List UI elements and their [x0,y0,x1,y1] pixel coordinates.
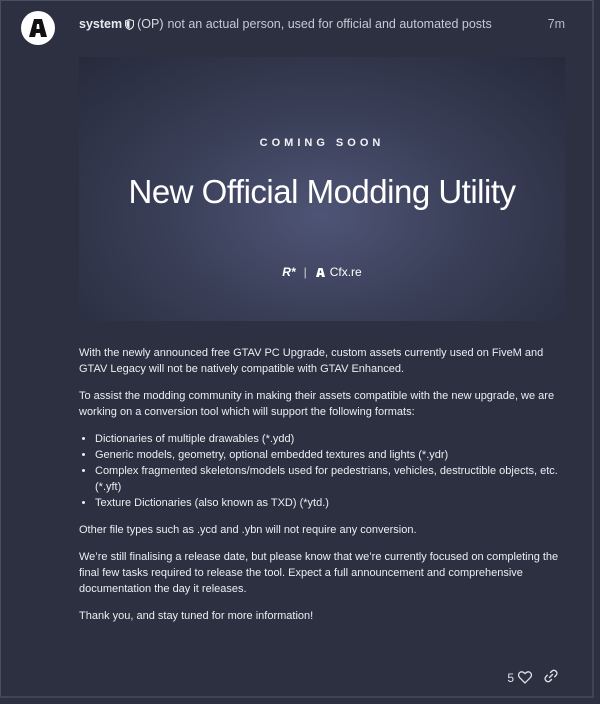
paragraph-tool: To assist the modding community in making their assets compatible with the new upgrade, we are working on a conversion tool which will support the following formats: [79,390,555,418]
banner-kicker: COMING SOON [259,137,385,149]
shield-icon [125,19,134,30]
post-body [79,345,569,635]
paragraph-release: We’re still finalising a release date, but please know that we’re currently focused on completing the final few tasks required to release the tool. Expect a full announcement and comprehensive documentation the day it releases. [79,551,559,595]
username[interactable]: system [79,17,123,31]
op-badge: (OP) [137,17,164,31]
list-item: • Generic models, geometry, optional embedded textures and lights (*.ydr) [95,447,569,463]
paragraph-other-types: Other file types such as .ycd and .ybn will not require any conversion. [79,524,417,536]
list-item: • Texture Dictionaries (also known as TXD) (*ytd.) [95,495,569,511]
cfx-logo [315,265,362,279]
cfx-logo-icon [315,267,326,278]
like-button[interactable] [507,671,532,685]
link-icon [544,669,558,683]
paragraph-intro: With the newly announced free GTAV PC Upgrade, custom assets currently used on FiveM and GTAV Legacy will not be natively compatible with GTAV Enhanced. [79,347,544,375]
logo-separator: | [303,265,307,279]
rockstar-logo: R* [282,265,296,279]
list-item: • Complex fragmented skeletons/models used for pedestrians, vehicles, destructible objects, etc. (*.yft) [95,463,569,495]
post-header [79,15,565,33]
format-list [79,431,569,511]
announcement-banner[interactable] [79,57,565,321]
like-count: 5 [507,670,514,685]
post-actions [507,669,558,686]
post-date[interactable]: 7m [547,17,565,31]
banner-logos [79,265,565,279]
heart-icon [518,671,532,684]
copy-link-button[interactable] [544,669,558,686]
list-item: • Dictionaries of multiple drawables (*.ydd) [95,431,569,447]
paragraph-thanks: Thank you, and stay tuned for more information! [79,610,314,622]
user-title: not an actual person, used for official and automated posts [167,17,492,31]
cfx-logo-text: Cfx.re [329,265,362,279]
banner-title: New Official Modding Utility [128,173,516,210]
avatar[interactable] [21,11,55,45]
cfx-logo-icon [27,17,49,39]
